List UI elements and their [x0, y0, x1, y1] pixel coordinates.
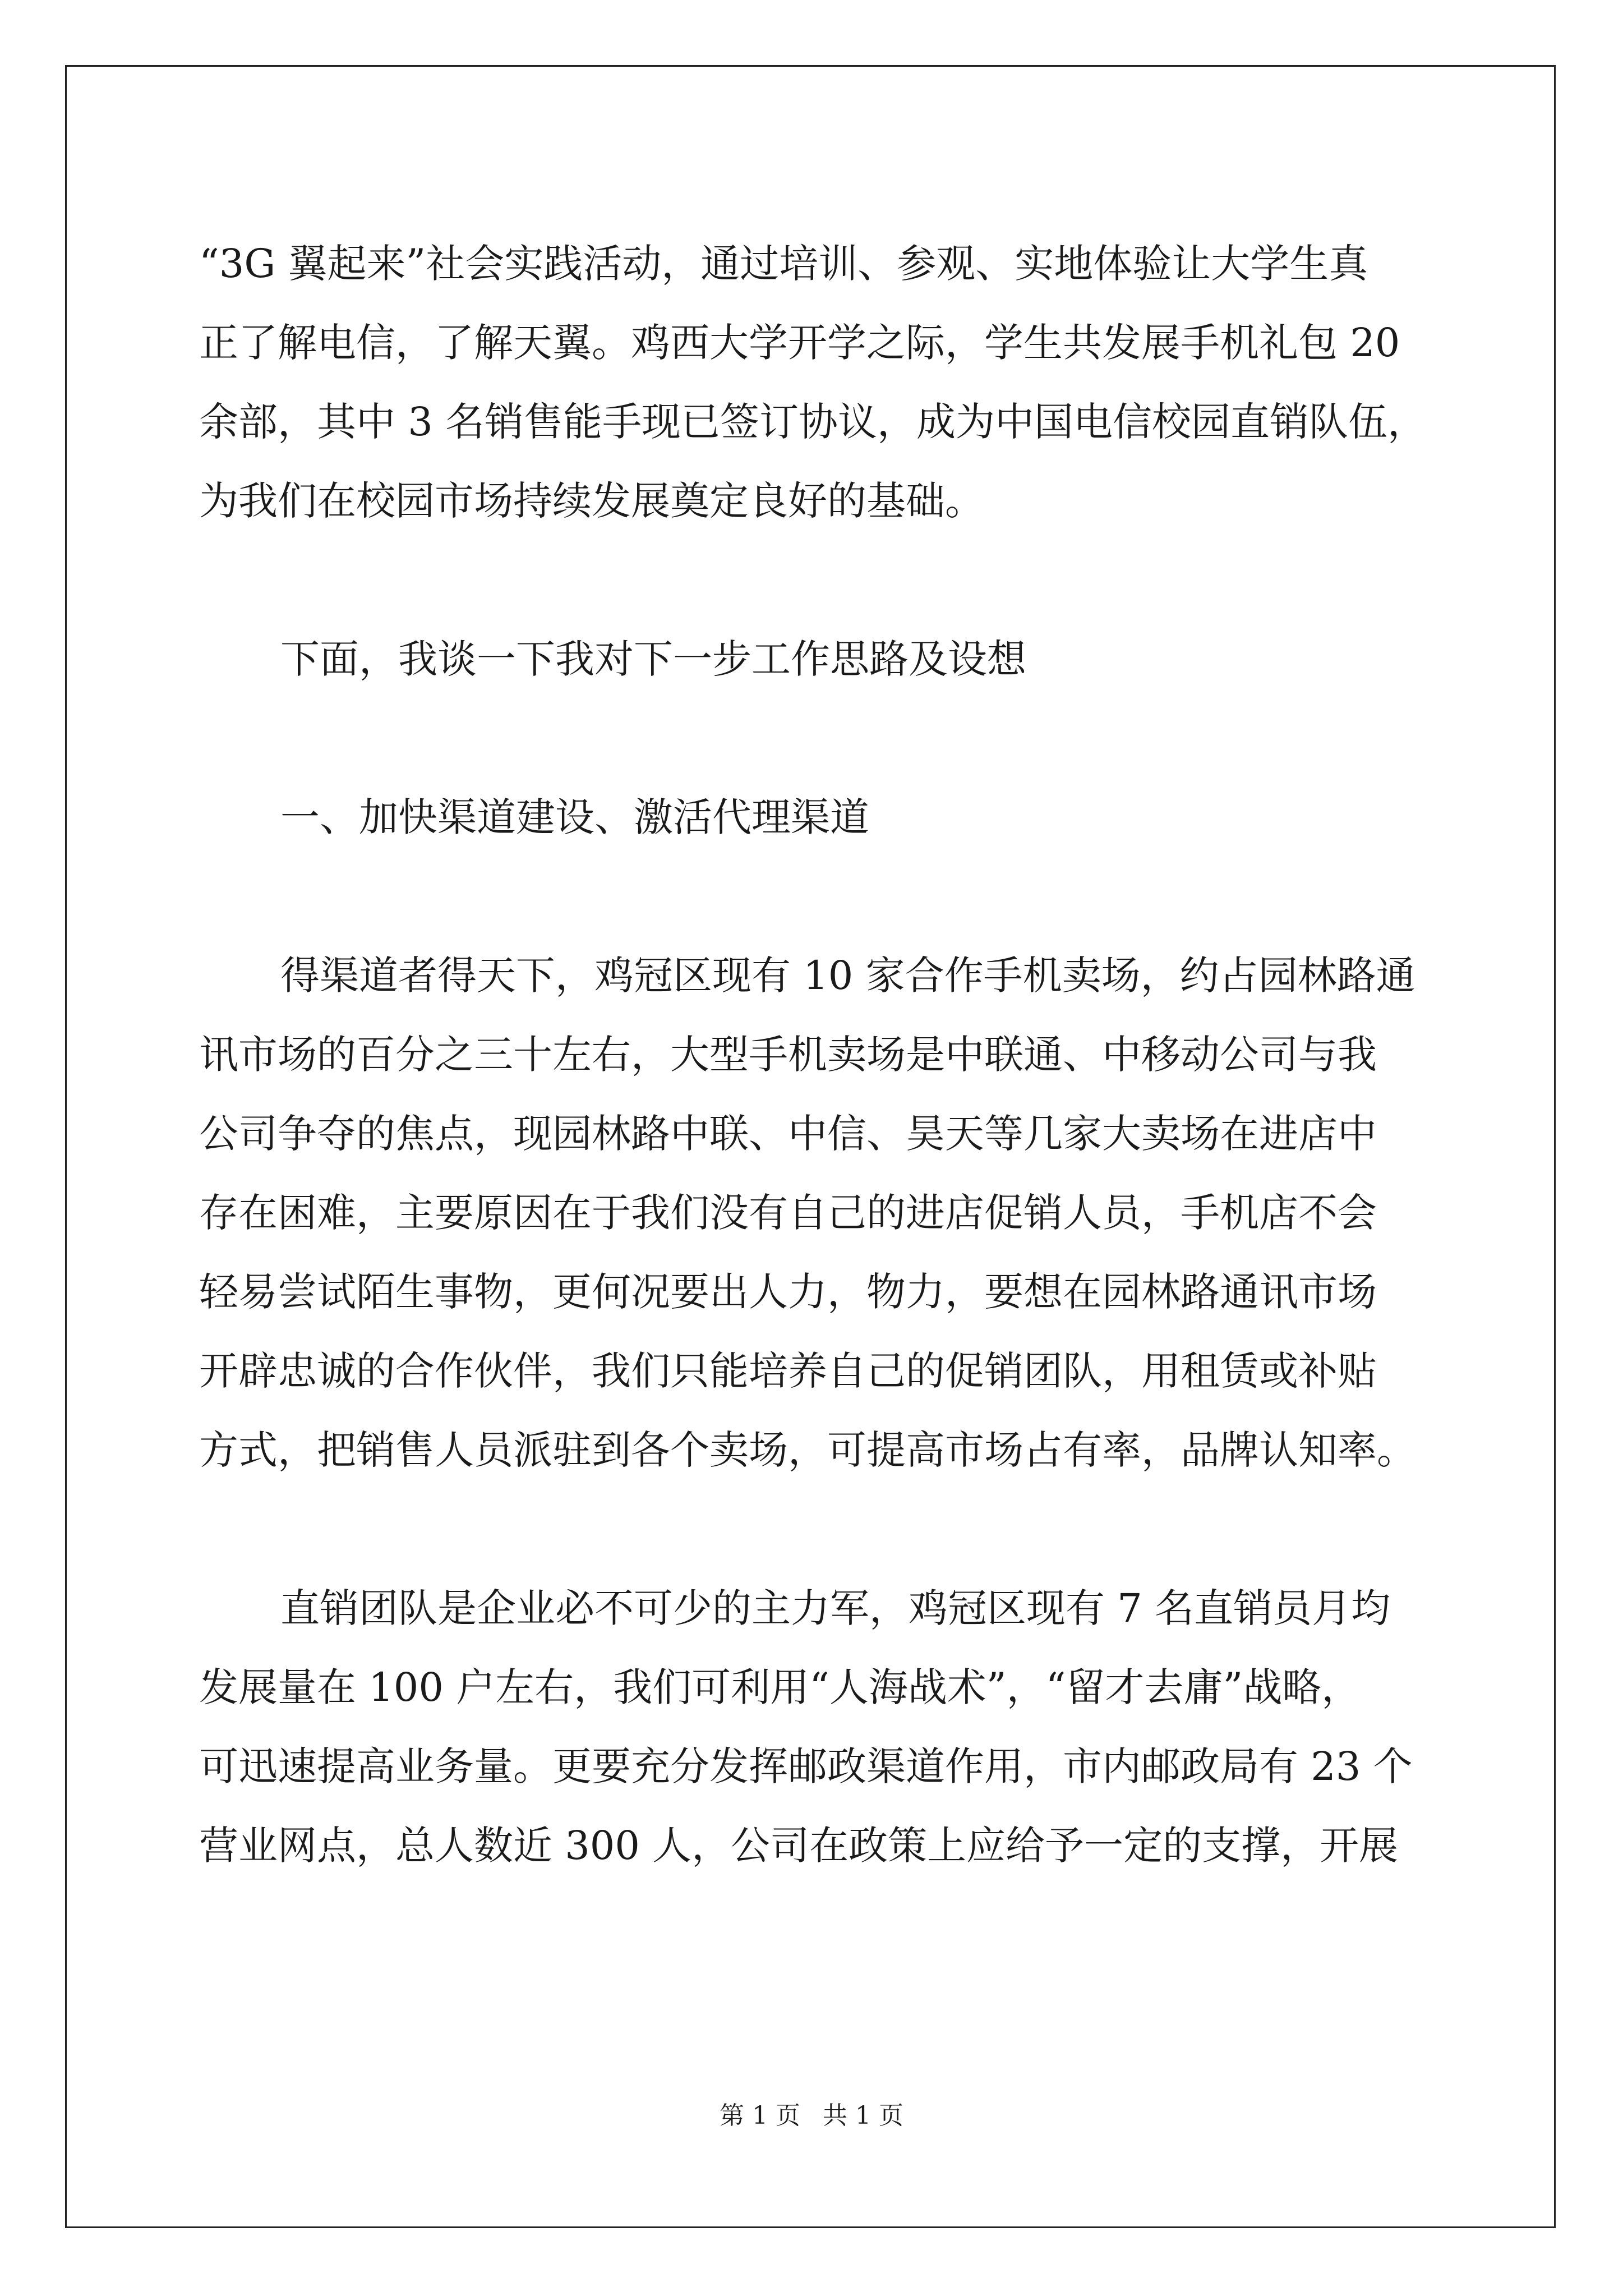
text-line: 轻易尝试陌生事物，更何况要出人力，物力，要想在园林路通讯市场 — [199, 1269, 1377, 1315]
page-footer — [0, 2095, 1623, 2131]
text-line: 方式，把销售人员派驻到各个卖场，可提高市场占有率，品牌认知率。 — [199, 1427, 1416, 1473]
text-line: 开辟忠诚的合作伙伴，我们只能培养自己的促销团队，用租赁或补贴 — [199, 1348, 1377, 1394]
text-line: 直销团队是企业必不可少的主力军，鸡冠区现有 7 名直销员月均 — [280, 1585, 1391, 1631]
text-line: 营业网点，总人数近 300 人，公司在政策上应给予一定的支撑，开展 — [199, 1823, 1399, 1869]
text-line: 余部，其中 3 名销售能手现已签订协议，成为中国电信校园直销队伍， — [199, 399, 1427, 445]
text-line: “3G 翼起来”社会实践活动，通过培训、参观、实地体验让大学生真 — [199, 241, 1368, 287]
text-line: 讯市场的百分之三十左右，大型手机卖场是中联通、中移动公司与我 — [199, 1032, 1377, 1078]
text-line: 下面，我谈一下我对下一步工作思路及设想 — [280, 636, 1026, 682]
text-line: 存在困难，主要原因在于我们没有自己的进店促销人员，手机店不会 — [199, 1190, 1377, 1236]
section-heading: 一、加快渠道建设、激活代理渠道 — [280, 794, 869, 840]
text-line: 公司争夺的焦点，现园林路中联、中信、昊天等几家大卖场在进店中 — [199, 1111, 1377, 1157]
text-line: 得渠道者得天下，鸡冠区现有 10 家合作手机卖场，约占园林路通 — [280, 953, 1415, 999]
text-line: 为我们在校园市场持续发展奠定良好的基础。 — [199, 478, 984, 524]
document-body — [199, 224, 1433, 1885]
page-total: 共 1 页 — [823, 2101, 903, 2130]
text-line: 发展量在 100 户左右，我们可利用“人海战术”，“留才去庸”战略， — [199, 1664, 1361, 1710]
text-line: 正了解电信，了解天翼。鸡西大学开学之际，学生共发展手机礼包 20 — [199, 320, 1400, 366]
page-number: 第 1 页 — [720, 2101, 800, 2130]
text-line: 可迅速提高业务量。更要充分发挥邮政渠道作用，市内邮政局有 23 个 — [199, 1743, 1413, 1789]
